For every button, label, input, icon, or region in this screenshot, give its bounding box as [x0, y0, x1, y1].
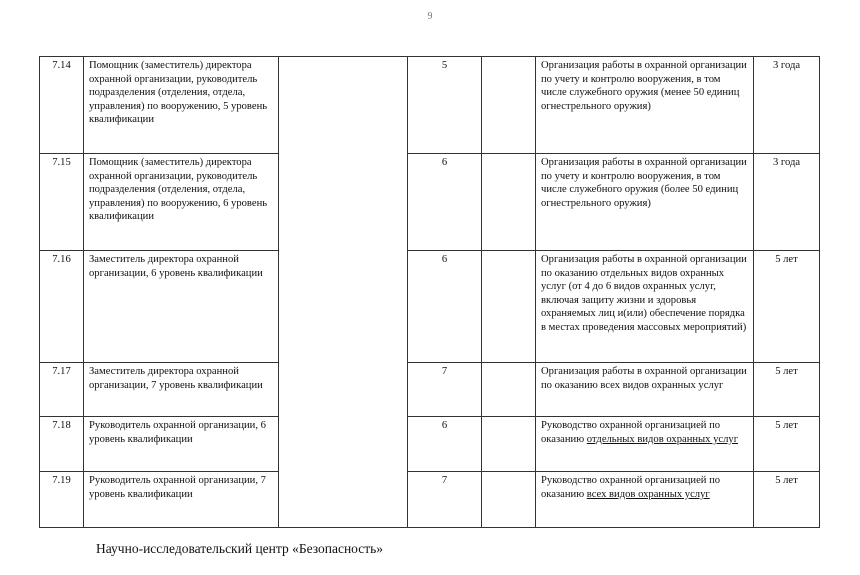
experience-requirement: 5 лет [754, 472, 820, 528]
experience-requirement: 5 лет [754, 417, 820, 472]
labor-function: Организация работы в охранной организации по учету и контролю вооружения, в том числе служебного оружия (более 50 единиц огнестрельного оружия) [536, 154, 754, 251]
table-row [40, 57, 820, 154]
labor-function: Организация работы в охранной организации по оказанию всех видов охранных услуг [536, 363, 754, 417]
labor-function: Руководство охранной организацией по оказанию всех видов охранных услуг [536, 472, 754, 528]
qualification-level: 6 [408, 417, 482, 472]
table-row [40, 363, 820, 417]
experience-requirement: 3 года [754, 57, 820, 154]
row-number: 7.19 [40, 472, 84, 528]
position-title: Руководитель охранной организации, 6 уровень квалификации [84, 417, 279, 472]
experience-requirement: 5 лет [754, 363, 820, 417]
qualification-level: 7 [408, 472, 482, 528]
table-row [40, 251, 820, 363]
qualifications-table [39, 56, 820, 528]
position-title: Заместитель директора охранной организации, 6 уровень квалификации [84, 251, 279, 363]
row-number: 7.16 [40, 251, 84, 363]
row-number: 7.15 [40, 154, 84, 251]
experience-requirement: 3 года [754, 154, 820, 251]
empty-cell [482, 472, 536, 528]
experience-requirement: 5 лет [754, 251, 820, 363]
footer-organization: Научно-исследовательский центр «Безопасность» [96, 541, 384, 556]
empty-cell [482, 251, 536, 363]
labor-function: Руководство охранной организацией по оказанию отдельных видов охранных услуг [536, 417, 754, 472]
labor-function: Организация работы в охранной организации по учету и контролю вооружения, в том числе служебного оружия (менее 50 единиц огнестрельного оружия) [536, 57, 754, 154]
table-row [40, 417, 820, 472]
row-number: 7.18 [40, 417, 84, 472]
page-number: 9 [427, 11, 433, 22]
position-title: Помощник (заместитель) директора охранной организации, руководитель подразделения (отделения, отдела, управления) по вооружению, 5 уровень квалификации [84, 57, 279, 154]
qualification-level: 7 [408, 363, 482, 417]
empty-cell [482, 154, 536, 251]
empty-cell [482, 417, 536, 472]
row-number: 7.14 [40, 57, 84, 154]
qualification-level: 5 [408, 57, 482, 154]
empty-cell [482, 57, 536, 154]
table-row [40, 154, 820, 251]
position-title: Руководитель охранной организации, 7 уровень квалификации [84, 472, 279, 528]
labor-function: Организация работы в охранной организации по оказанию отдельных видов охранных услуг (от 4 до 6 видов охранных услуг, включая защиту жизни и здоровья охраняемых лиц и(или) обеспечение порядка в местах проведения массовых мероприятий) [536, 251, 754, 363]
row-number: 7.17 [40, 363, 84, 417]
position-title: Помощник (заместитель) директора охранной организации, руководитель подразделения (отделения, отдела, управления) по вооружению, 6 уровень квалификации [84, 154, 279, 251]
qualification-level: 6 [408, 251, 482, 363]
empty-cell [482, 363, 536, 417]
qualification-level: 6 [408, 154, 482, 251]
merged-empty-column [279, 57, 408, 528]
position-title: Заместитель директора охранной организации, 7 уровень квалификации [84, 363, 279, 417]
table-row [40, 472, 820, 528]
